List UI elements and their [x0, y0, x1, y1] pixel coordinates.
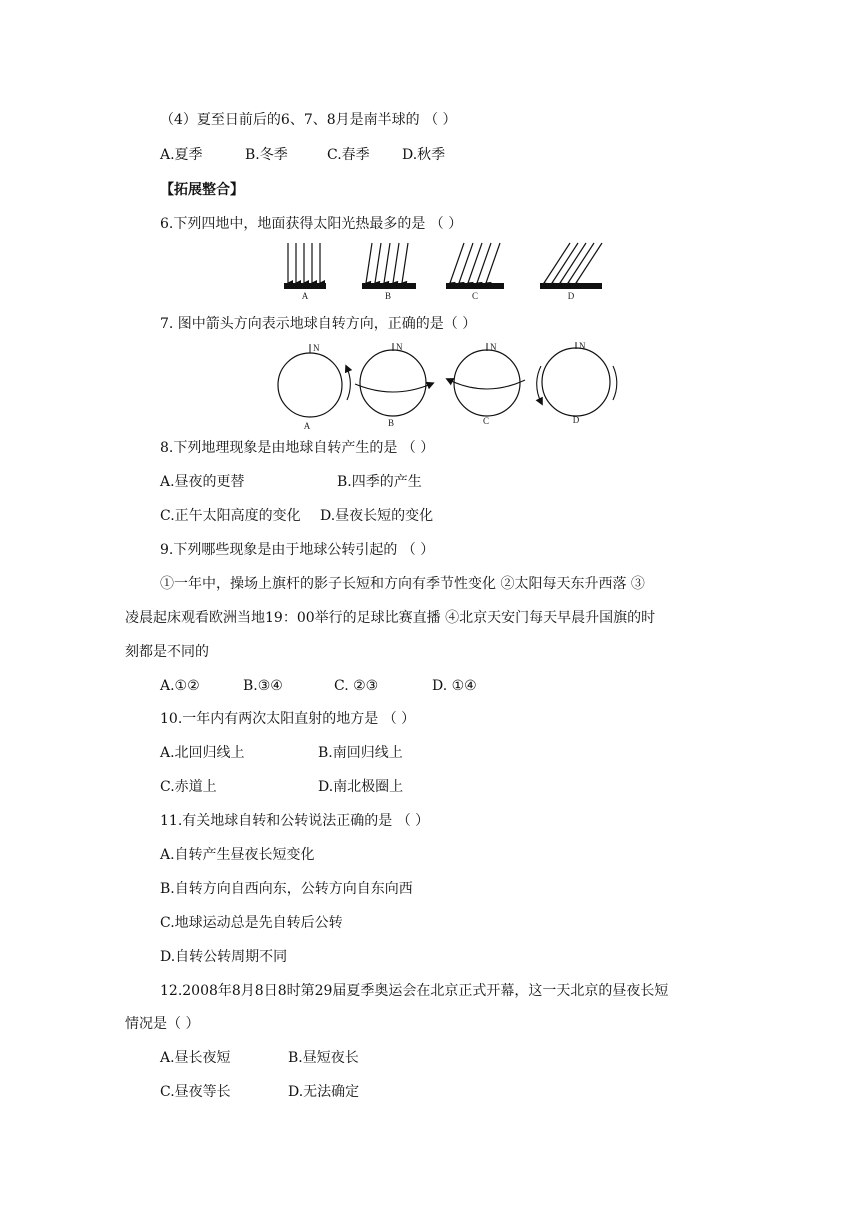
- q4-option-d: D.秋季: [402, 147, 446, 163]
- globe-panel-a: [278, 343, 350, 431]
- q4-option-b: B.冬季: [245, 147, 288, 163]
- q12-option-b: B.昼短夜长: [288, 1050, 359, 1066]
- q8-option-a: A.昼夜的更替: [160, 474, 245, 490]
- globe-label-c: C: [482, 416, 490, 426]
- globe-panel-c: [449, 342, 525, 426]
- q9-option-d: D. ①④: [432, 678, 477, 694]
- globe-label-b: B: [387, 418, 395, 428]
- q10-option-c: C.赤道上: [160, 779, 217, 795]
- q12-option-d: D.无法确定: [288, 1084, 360, 1100]
- q6-stem: 6.下列四地中，地面获得太阳光热最多的是 （ ）: [160, 216, 463, 232]
- q10-option-d: D.南北极圈上: [318, 779, 404, 795]
- q9-stem: 9.下列哪些现象是由于地球公转引起的 （ ）: [160, 542, 435, 558]
- globe-a-north-label: N: [313, 343, 320, 353]
- globe-c-north-label: N: [490, 342, 497, 352]
- globe-d-north-label: N: [579, 341, 586, 351]
- q11-option-d: D.自转公转周期不同: [160, 949, 288, 965]
- q4-option-c: C.春季: [327, 147, 370, 163]
- q9-body-line-2: 凌晨起床观看欧洲当地19：00举行的足球比赛直播 ④北京天安门每天早晨升国旗的时: [125, 610, 656, 626]
- earth-rotation-figure: [273, 340, 633, 432]
- q12-stem-line-1: 12.2008年8月8日8时第29届夏季奥运会在北京正式开幕，这一天北京的昼夜长短: [160, 983, 669, 999]
- q8-stem: 8.下列地理现象是由地球自转产生的是 （ ）: [160, 440, 435, 456]
- sunlight-panel-a: [284, 243, 326, 300]
- q7-stem: 7. 图中箭头方向表示地球自转方向，正确的是（ ）: [160, 316, 477, 332]
- sunlight-label-b: B: [384, 291, 392, 300]
- sunlight-panel-d: [540, 243, 602, 300]
- q11-option-c: C.地球运动总是先自转后公转: [160, 915, 343, 931]
- q11-option-a: A.自转产生昼夜长短变化: [160, 847, 315, 863]
- section-title: 【拓展整合】: [160, 182, 244, 198]
- globe-panel-b: [355, 342, 431, 428]
- sunlight-label-c: C: [471, 291, 479, 300]
- sunlight-angle-figure: [278, 240, 608, 300]
- q4-stem: （4）夏至日前后的6、7、8月是南半球的 （ ）: [160, 112, 457, 128]
- q11-stem: 11.有关地球自转和公转说法正确的是 （ ）: [160, 813, 430, 829]
- q9-option-b: B.③④: [243, 678, 283, 694]
- q10-option-b: B.南回归线上: [318, 745, 403, 761]
- q4-option-a: A.夏季: [160, 147, 203, 163]
- sunlight-panel-b: [362, 243, 416, 300]
- q9-option-c: C. ②③: [334, 678, 379, 694]
- q9-option-a: A.①②: [160, 678, 200, 694]
- sunlight-label-a: A: [301, 291, 309, 300]
- q12-option-c: C.昼夜等长: [160, 1084, 231, 1100]
- q9-body-line-3: 刻都是不同的: [125, 644, 209, 660]
- sunlight-panel-c: [446, 243, 504, 300]
- globe-label-d: D: [572, 415, 580, 425]
- q10-stem: 10.一年内有两次太阳直射的地方是 （ ）: [160, 711, 416, 727]
- globe-b-north-label: N: [396, 342, 403, 352]
- q12-option-a: A.昼长夜短: [160, 1050, 231, 1066]
- q8-option-c: C.正午太阳高度的变化: [160, 508, 301, 524]
- q8-option-b: B.四季的产生: [337, 474, 422, 490]
- q9-body-line-1: ①一年中，操场上旗杆的影子长短和方向有季节性变化 ②太阳每天东升西落 ③: [160, 576, 645, 592]
- globe-panel-d: [537, 341, 617, 425]
- sunlight-label-d: D: [567, 291, 575, 300]
- q10-option-a: A.北回归线上: [160, 745, 245, 761]
- q8-option-d: D.昼夜长短的变化: [320, 508, 434, 524]
- globe-label-a: A: [303, 421, 311, 431]
- q11-option-b: B.自转方向自西向东，公转方向自东向西: [160, 881, 413, 897]
- q12-stem-line-2: 情况是（ ）: [125, 1016, 200, 1032]
